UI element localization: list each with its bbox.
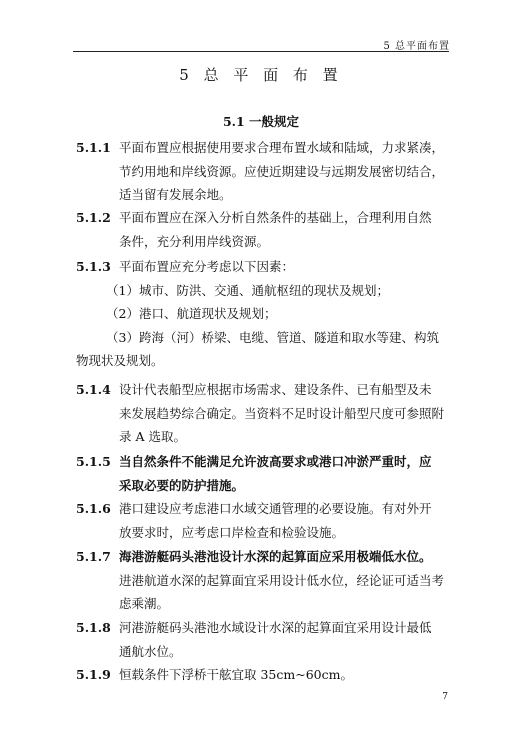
- clause-line: 录 A 选取。: [119, 429, 186, 444]
- clause-line: 节约用地和岸线资源。应使近期建设与远期发展密切结合，: [119, 163, 445, 179]
- clause-line: 恒载条件下浮桥干舷宜取 35cm~60cm。: [119, 667, 353, 682]
- clause-list-item: （1）城市、防洪、交通、通航枢纽的现状及规划；: [106, 282, 389, 298]
- clause-number: 5.1.5: [76, 454, 111, 469]
- clause-line: 放要求时，应考虑口岸检查和检验设施。: [119, 524, 345, 540]
- section-title: 5.1 一般规定: [222, 114, 300, 129]
- clause-line: 平面布置应充分考虑以下因素：: [119, 259, 295, 274]
- clause-line: 条件，充分利用岸线资源。: [119, 233, 270, 249]
- clause-line: 平面布置应根据使用要求合理布置水域和陆域，力求紧凑，: [119, 140, 445, 155]
- clause-line: 当自然条件不能满足允许波高要求或港口冲淤严重时，应: [119, 454, 432, 469]
- clause-number: 5.1.3: [76, 259, 111, 274]
- clause-line: 物现状及规划。: [76, 353, 164, 368]
- clause-5-1-2: [76, 206, 456, 253]
- clause-line: 港口建设应考虑港口水域交通管理的必要设施。有对外开: [119, 501, 432, 516]
- clause-line: 来发展趋势综合确定。当资料不足时设计船型尺度可参照附: [119, 405, 445, 421]
- header-rule: [73, 51, 449, 52]
- clause-5-1-3: [76, 255, 456, 373]
- clause-number: 5.1.2: [76, 210, 111, 225]
- clause-list-item: （3）跨海（河）桥梁、电缆、管道、隧道和取水等建、构筑: [106, 329, 439, 345]
- clause-number: 5.1.6: [76, 501, 111, 516]
- clause-number: 5.1.8: [76, 620, 111, 635]
- clause-line: 通航水位。: [119, 643, 182, 659]
- clause-number: 5.1.7: [76, 549, 111, 564]
- chapter-title: 5 总 平 面 布 置: [179, 66, 343, 84]
- running-header: 5 总平面布置: [383, 41, 450, 52]
- clause-5-1-5: [76, 450, 456, 497]
- clause-line: 适当留有发展余地。: [119, 187, 232, 202]
- clause-5-1-7: [76, 545, 456, 616]
- clause-number: 5.1.1: [76, 140, 111, 155]
- clause-line: 采取必要的防护措施。: [119, 477, 245, 493]
- clause-5-1-8: [76, 616, 456, 663]
- clause-5-1-6: [76, 497, 456, 544]
- clause-number: 5.1.4: [76, 382, 111, 397]
- clause-list-item: （2）港口、航道现状及规划；: [106, 306, 277, 321]
- clause-5-1-1: [76, 136, 456, 207]
- clause-5-1-4: [76, 378, 456, 449]
- page-number: 7: [442, 692, 448, 702]
- clause-line: 设计代表船型应根据市场需求、建设条件、已有船型及未: [119, 382, 432, 397]
- clause-line: 海港游艇码头港池设计水深的起算面应采用极端低水位。: [119, 549, 432, 564]
- clause-line: 进港航道水深的起算面宜采用设计低水位，经论证可适当考: [119, 572, 445, 588]
- clause-number: 5.1.9: [76, 667, 111, 682]
- clause-5-1-9: [76, 663, 456, 687]
- clause-line: 虑乘潮。: [119, 596, 170, 611]
- clause-line: 河港游艇码头港池水域设计水深的起算面宜采用设计最低: [119, 620, 432, 635]
- clause-line: 平面布置应在深入分析自然条件的基础上，合理利用自然: [119, 210, 432, 225]
